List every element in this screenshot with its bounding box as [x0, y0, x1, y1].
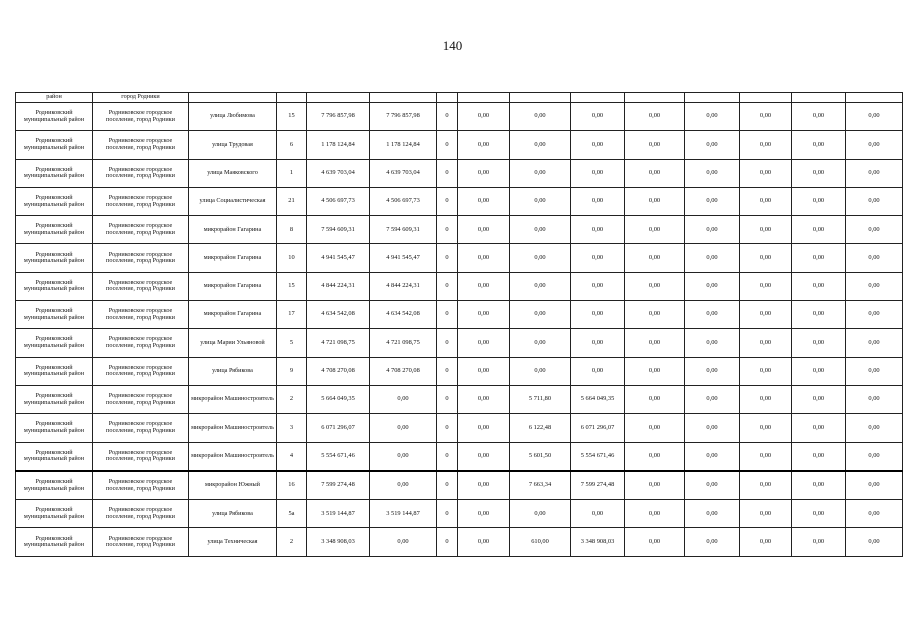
street-cell: улица Марии Ульяновой	[189, 329, 277, 357]
house-number-cell: 5a	[277, 500, 307, 528]
amount-cell: 0,00	[740, 442, 792, 471]
table-row	[16, 159, 903, 187]
settlement-cell: Родниковское городское поселение, город Родники	[93, 442, 189, 471]
amount-cell: 0,00	[740, 528, 792, 556]
table-row	[16, 244, 903, 272]
settlement-cell: Родниковское городское поселение, город Родники	[93, 272, 189, 300]
street-cell: микрорайон Машиностроитель	[189, 385, 277, 413]
amount-cell: 0,00	[571, 301, 625, 329]
amount-cell: 0,00	[792, 159, 846, 187]
total-cost-cell: 4 506 697,73	[307, 187, 370, 215]
amount-cell: 0,00	[510, 500, 571, 528]
amount-cell: 0,00	[846, 159, 903, 187]
amount-cell: 0,00	[571, 216, 625, 244]
total-cost-cell: 5 554 671,46	[307, 442, 370, 471]
amount-cell: 0,00	[370, 528, 437, 556]
total-cost-cell: 3 348 908,03	[307, 528, 370, 556]
municipality-cell: Родниковский муниципальный район	[16, 329, 93, 357]
table-row	[16, 329, 903, 357]
table-row	[16, 385, 903, 413]
amount-cell: 0,00	[625, 471, 685, 500]
amount-cell: 0,00	[685, 471, 740, 500]
house-number-cell: 3	[277, 414, 307, 442]
count-cell: 0	[437, 244, 458, 272]
municipality-cell: Родниковский муниципальный район	[16, 442, 93, 471]
amount-cell: 1 178 124,84	[370, 131, 437, 159]
house-number-cell: 16	[277, 471, 307, 500]
count-cell: 0	[437, 414, 458, 442]
count-cell: 0	[437, 442, 458, 471]
settlement-cell: Родниковское городское поселение, город Родники	[93, 301, 189, 329]
amount-cell: 7 599 274,48	[571, 471, 625, 500]
table-row	[16, 131, 903, 159]
amount-cell: 0,00	[458, 471, 510, 500]
amount-cell: 0,00	[458, 131, 510, 159]
amount-cell: 0,00	[571, 244, 625, 272]
amount-cell: 0,00	[685, 500, 740, 528]
amount-cell: 0,00	[792, 216, 846, 244]
amount-cell: 0,00	[792, 131, 846, 159]
count-cell: 0	[437, 272, 458, 300]
amount-cell: 4 639 703,04	[370, 159, 437, 187]
amount-cell: 0,00	[792, 500, 846, 528]
municipality-cell: Родниковский муниципальный район	[16, 131, 93, 159]
amount-cell: 0,00	[458, 159, 510, 187]
amount-cell: 0,00	[846, 442, 903, 471]
amount-cell: 0,00	[740, 414, 792, 442]
amount-cell: 5 601,50	[510, 442, 571, 471]
house-number-cell: 15	[277, 272, 307, 300]
amount-cell: 0,00	[792, 187, 846, 215]
amount-cell: 0,00	[846, 528, 903, 556]
amount-cell: 0,00	[685, 442, 740, 471]
amount-cell: 0,00	[458, 301, 510, 329]
amount-cell: 0,00	[792, 471, 846, 500]
table-row	[16, 187, 903, 215]
settlement-cell: Родниковское городское поселение, город Родники	[93, 500, 189, 528]
municipality-cell: район	[16, 93, 93, 103]
amount-cell: 0,00	[846, 187, 903, 215]
amount-cell: 0,00	[792, 414, 846, 442]
amount-cell: 0,00	[846, 329, 903, 357]
amount-cell: 0,00	[458, 187, 510, 215]
house-number-cell: 10	[277, 244, 307, 272]
amount-cell: 0,00	[625, 301, 685, 329]
municipality-cell: Родниковский муниципальный район	[16, 103, 93, 131]
amount-cell: 610,00	[510, 528, 571, 556]
municipality-cell: Родниковский муниципальный район	[16, 159, 93, 187]
amount-cell: 4 844 224,31	[370, 272, 437, 300]
total-cost-cell: 7 796 857,98	[307, 103, 370, 131]
amount-cell: 0,00	[510, 301, 571, 329]
amount-cell: 0,00	[625, 159, 685, 187]
settlement-cell: Родниковское городское поселение, город Родники	[93, 131, 189, 159]
amount-cell: 5 554 671,46	[571, 442, 625, 471]
municipality-cell: Родниковский муниципальный район	[16, 357, 93, 385]
amount-cell: 0,00	[370, 471, 437, 500]
amount-cell: 0,00	[625, 103, 685, 131]
total-cost-cell: 4 941 545,47	[307, 244, 370, 272]
municipality-cell: Родниковский муниципальный район	[16, 301, 93, 329]
total-cost-cell: 4 708 270,08	[307, 357, 370, 385]
count-cell: 0	[437, 528, 458, 556]
amount-cell: 0,00	[625, 528, 685, 556]
amount-cell: 0,00	[370, 414, 437, 442]
amount-cell: 0,00	[571, 500, 625, 528]
count-cell: 0	[437, 357, 458, 385]
settlement-cell: Родниковское городское поселение, город Родники	[93, 216, 189, 244]
total-cost-cell: 5 664 049,35	[307, 385, 370, 413]
house-number-cell: 17	[277, 301, 307, 329]
count-cell: 0	[437, 216, 458, 244]
amount-cell: 0,00	[625, 414, 685, 442]
table-row	[16, 528, 903, 556]
settlement-cell: Родниковское городское поселение, город Родники	[93, 414, 189, 442]
table-row	[16, 471, 903, 500]
amount-cell: 0,00	[740, 244, 792, 272]
house-number-cell: 5	[277, 329, 307, 357]
count-cell: 0	[437, 131, 458, 159]
amount-cell: 0,00	[846, 500, 903, 528]
street-cell: микрорайон Машиностроитель	[189, 442, 277, 471]
amount-cell: 0,00	[685, 244, 740, 272]
amount-cell: 0,00	[458, 272, 510, 300]
amount-cell: 0,00	[458, 357, 510, 385]
amount-cell: 0,00	[740, 385, 792, 413]
amount-cell: 0,00	[685, 528, 740, 556]
amount-cell: 0,00	[685, 159, 740, 187]
amount-cell: 0,00	[625, 385, 685, 413]
settlement-cell: Родниковское городское поселение, город Родники	[93, 159, 189, 187]
amount-cell: 0,00	[458, 103, 510, 131]
amount-cell: 0,00	[510, 244, 571, 272]
total-cost-cell: 4 639 703,04	[307, 159, 370, 187]
count-cell: 0	[437, 159, 458, 187]
amount-cell: 0,00	[846, 471, 903, 500]
count-cell: 0	[437, 329, 458, 357]
page-number: 140	[442, 38, 463, 53]
amount-cell: 0,00	[846, 385, 903, 413]
house-number-cell: 6	[277, 131, 307, 159]
municipality-cell: Родниковский муниципальный район	[16, 216, 93, 244]
amount-cell: 5 711,80	[510, 385, 571, 413]
street-cell: микрорайон Гагарина	[189, 272, 277, 300]
amount-cell: 0,00	[740, 103, 792, 131]
street-cell: улица Любимова	[189, 103, 277, 131]
settlement-cell: Родниковское городское поселение, город Родники	[93, 329, 189, 357]
amount-cell: 0,00	[458, 244, 510, 272]
amount-cell: 0,00	[625, 442, 685, 471]
amount-cell: 0,00	[740, 272, 792, 300]
amount-cell: 0,00	[792, 357, 846, 385]
amount-cell: 0,00	[510, 216, 571, 244]
count-cell: 0	[437, 187, 458, 215]
amount-cell: 0,00	[625, 216, 685, 244]
amount-cell: 0,00	[625, 500, 685, 528]
total-cost-cell: 7 599 274,48	[307, 471, 370, 500]
amount-cell: 0,00	[792, 301, 846, 329]
house-number-cell: 2	[277, 528, 307, 556]
amount-cell: 0,00	[740, 500, 792, 528]
amount-cell: 0,00	[458, 528, 510, 556]
house-number-cell: 8	[277, 216, 307, 244]
amount-cell: 0,00	[846, 357, 903, 385]
amount-cell: 0,00	[571, 357, 625, 385]
amount-cell: 0,00	[740, 357, 792, 385]
settlement-cell: Родниковское городское поселение, город Родники	[93, 187, 189, 215]
amount-cell: 0,00	[458, 329, 510, 357]
count-cell: 0	[437, 385, 458, 413]
amount-cell: 0,00	[846, 272, 903, 300]
amount-cell: 6 122,48	[510, 414, 571, 442]
amount-cell: 0,00	[685, 272, 740, 300]
amount-cell: 0,00	[510, 329, 571, 357]
amount-cell: 4 506 697,73	[370, 187, 437, 215]
amount-cell: 7 594 609,31	[370, 216, 437, 244]
house-number-cell: 1	[277, 159, 307, 187]
amount-cell: 0,00	[458, 442, 510, 471]
amount-cell: 0,00	[571, 159, 625, 187]
count-cell: 0	[437, 471, 458, 500]
amount-cell: 0,00	[571, 272, 625, 300]
house-number-cell: 4	[277, 442, 307, 471]
amount-cell: 0,00	[846, 131, 903, 159]
house-number-cell: 15	[277, 103, 307, 131]
amount-cell: 0,00	[510, 131, 571, 159]
amount-cell: 0,00	[685, 131, 740, 159]
total-cost-cell: 4 844 224,31	[307, 272, 370, 300]
municipality-cell: Родниковский муниципальный район	[16, 272, 93, 300]
municipality-cell: Родниковский муниципальный район	[16, 385, 93, 413]
amount-cell: 0,00	[625, 244, 685, 272]
amount-cell: 0,00	[740, 216, 792, 244]
amount-cell: 0,00	[792, 329, 846, 357]
amount-cell: 0,00	[685, 385, 740, 413]
continuation-row	[16, 93, 903, 103]
municipality-cell: Родниковский муниципальный район	[16, 500, 93, 528]
amount-cell: 0,00	[685, 103, 740, 131]
amount-cell: 0,00	[458, 385, 510, 413]
total-cost-cell: 7 594 609,31	[307, 216, 370, 244]
amount-cell: 0,00	[571, 103, 625, 131]
municipality-cell: Родниковский муниципальный район	[16, 471, 93, 500]
street-cell: микрорайон Южный	[189, 471, 277, 500]
total-cost-cell: 4 634 542,08	[307, 301, 370, 329]
house-number-cell: 2	[277, 385, 307, 413]
street-cell: улица Социалистическая	[189, 187, 277, 215]
total-cost-cell: 1 178 124,84	[307, 131, 370, 159]
street-cell: улица Техническая	[189, 528, 277, 556]
amount-cell: 0,00	[625, 357, 685, 385]
amount-cell: 0,00	[846, 414, 903, 442]
amount-cell: 0,00	[458, 500, 510, 528]
amount-cell: 0,00	[685, 329, 740, 357]
settlement-cell: Родниковское городское поселение, город Родники	[93, 471, 189, 500]
amount-cell: 0,00	[510, 103, 571, 131]
amount-cell: 0,00	[625, 272, 685, 300]
settlement-cell: Родниковское городское поселение, город Родники	[93, 357, 189, 385]
amount-cell: 0,00	[685, 357, 740, 385]
table-row	[16, 442, 903, 471]
amount-cell: 0,00	[510, 272, 571, 300]
amount-cell: 0,00	[510, 357, 571, 385]
municipality-cell: Родниковский муниципальный район	[16, 187, 93, 215]
amount-cell: 4 634 542,08	[370, 301, 437, 329]
amount-cell: 0,00	[625, 187, 685, 215]
total-cost-cell: 3 519 144,87	[307, 500, 370, 528]
amount-cell: 7 796 857,98	[370, 103, 437, 131]
amount-cell: 0,00	[740, 471, 792, 500]
amount-cell: 0,00	[510, 159, 571, 187]
street-cell: микрорайон Гагарина	[189, 216, 277, 244]
amount-cell: 0,00	[792, 244, 846, 272]
street-cell: улица Трудовая	[189, 131, 277, 159]
amount-cell: 0,00	[846, 216, 903, 244]
municipality-cell: Родниковский муниципальный район	[16, 528, 93, 556]
street-cell: микрорайон Гагарина	[189, 244, 277, 272]
total-cost-cell: 4 721 098,75	[307, 329, 370, 357]
amount-cell: 0,00	[740, 131, 792, 159]
amount-cell: 0,00	[510, 187, 571, 215]
amount-cell: 4 941 545,47	[370, 244, 437, 272]
street-cell: улица Маяковского	[189, 159, 277, 187]
amount-cell: 0,00	[571, 131, 625, 159]
amount-cell: 0,00	[792, 442, 846, 471]
amount-cell: 3 519 144,87	[370, 500, 437, 528]
count-cell: 0	[437, 103, 458, 131]
register-table	[15, 92, 903, 557]
municipality-cell: Родниковский муниципальный район	[16, 414, 93, 442]
settlement-cell: Родниковское городское поселение, город Родники	[93, 103, 189, 131]
settlement-cell: Родниковское городское поселение, город Родники	[93, 528, 189, 556]
amount-cell: 0,00	[685, 414, 740, 442]
amount-cell: 0,00	[625, 329, 685, 357]
amount-cell: 0,00	[458, 216, 510, 244]
amount-cell: 3 348 908,03	[571, 528, 625, 556]
amount-cell: 0,00	[685, 187, 740, 215]
amount-cell: 0,00	[792, 272, 846, 300]
amount-cell: 0,00	[740, 187, 792, 215]
amount-cell: 7 663,34	[510, 471, 571, 500]
table-row	[16, 500, 903, 528]
amount-cell: 0,00	[740, 159, 792, 187]
table-row	[16, 301, 903, 329]
amount-cell: 0,00	[846, 244, 903, 272]
settlement-cell: город Родники	[93, 93, 189, 103]
street-cell: улица Рябикова	[189, 357, 277, 385]
amount-cell: 0,00	[571, 187, 625, 215]
table-row	[16, 103, 903, 131]
house-number-cell: 21	[277, 187, 307, 215]
amount-cell: 0,00	[625, 131, 685, 159]
amount-cell: 0,00	[846, 103, 903, 131]
amount-cell: 0,00	[685, 216, 740, 244]
amount-cell: 0,00	[792, 103, 846, 131]
amount-cell: 5 664 049,35	[571, 385, 625, 413]
amount-cell: 0,00	[792, 385, 846, 413]
street-cell: микрорайон Машиностроитель	[189, 414, 277, 442]
street-cell: улица Рябикова	[189, 500, 277, 528]
settlement-cell: Родниковское городское поселение, город Родники	[93, 244, 189, 272]
amount-cell: 0,00	[571, 329, 625, 357]
house-number-cell: 9	[277, 357, 307, 385]
settlement-cell: Родниковское городское поселение, город Родники	[93, 385, 189, 413]
count-cell: 0	[437, 500, 458, 528]
amount-cell: 0,00	[792, 528, 846, 556]
amount-cell: 0,00	[370, 385, 437, 413]
amount-cell: 4 708 270,08	[370, 357, 437, 385]
count-cell: 0	[437, 301, 458, 329]
table-row	[16, 272, 903, 300]
street-cell: микрорайон Гагарина	[189, 301, 277, 329]
amount-cell: 0,00	[458, 414, 510, 442]
total-cost-cell: 6 071 296,07	[307, 414, 370, 442]
table-row	[16, 357, 903, 385]
municipality-cell: Родниковский муниципальный район	[16, 244, 93, 272]
amount-cell: 0,00	[685, 301, 740, 329]
amount-cell: 0,00	[740, 329, 792, 357]
amount-cell: 4 721 098,75	[370, 329, 437, 357]
table-row	[16, 414, 903, 442]
amount-cell: 0,00	[846, 301, 903, 329]
amount-cell: 6 071 296,07	[571, 414, 625, 442]
amount-cell: 0,00	[370, 442, 437, 471]
table-row	[16, 216, 903, 244]
amount-cell: 0,00	[740, 301, 792, 329]
